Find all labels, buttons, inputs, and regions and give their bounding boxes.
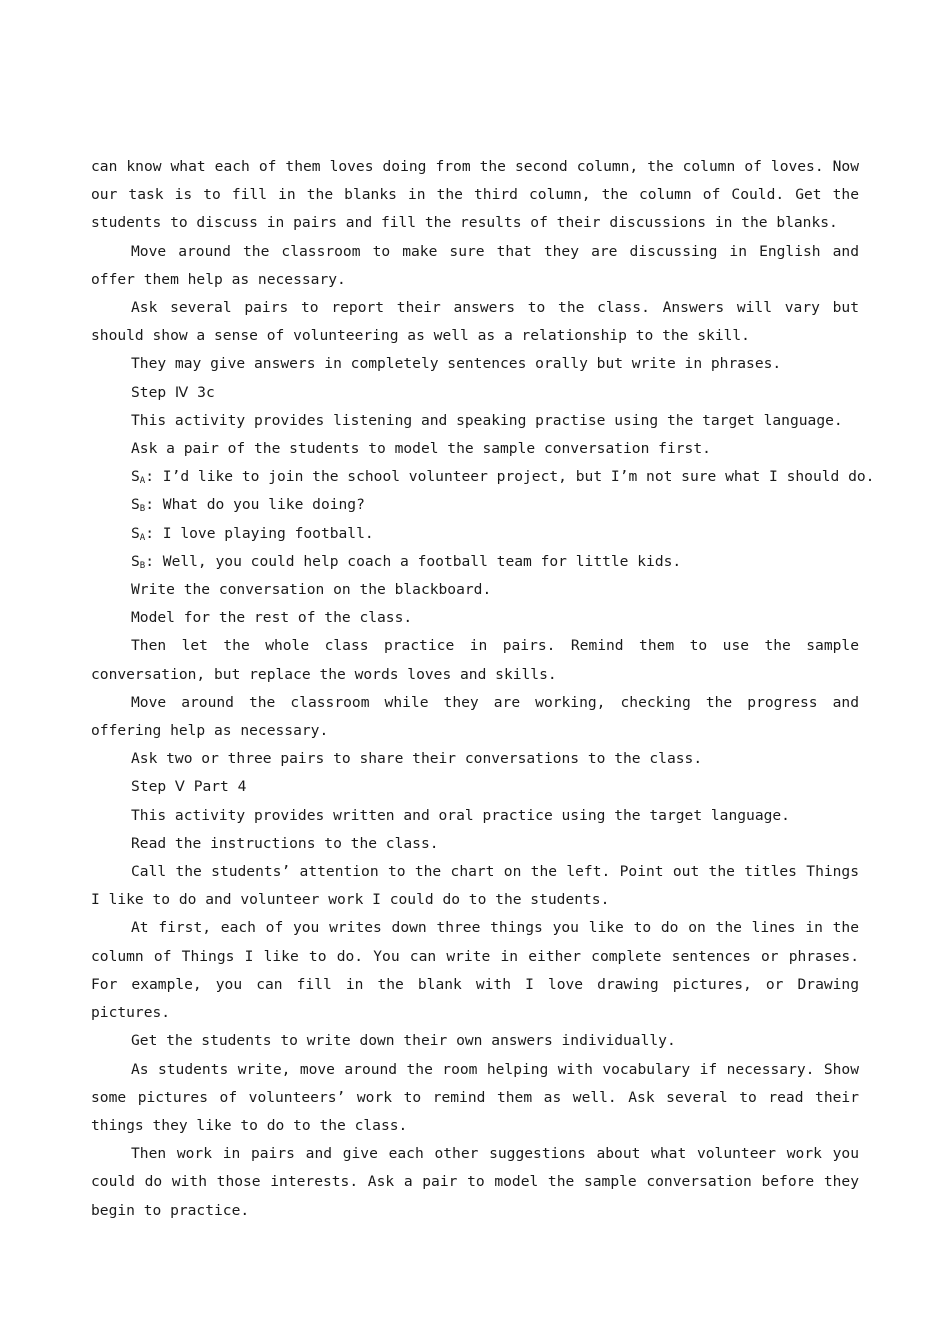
paragraph: Move around the classroom while they are working, checking the progress and offering help as necessary. [91, 693, 859, 740]
paragraph: Then let the whole class practice in pairs. Remind them to use the sample conversation, but replace the words loves and skills. [91, 637, 859, 683]
speaker-label: $S_B$ [131, 552, 146, 571]
paragraph: Then work in pairs and give each other suggestions about what volunteer work you could do with those interests. Ask a pair to model the sample conversation before they begin to practice. [91, 1145, 859, 1219]
paragraph: Model for the rest of the class. [131, 609, 413, 627]
conversation-line [91, 548, 859, 576]
paragraph: Read the instructions to the class. [131, 834, 439, 852]
step-heading: Step Ⅴ Part 4 [131, 778, 247, 796]
paragraph: Get the students to write down their own answers individually. [131, 1032, 676, 1050]
speaker-label: $S_A$ [131, 524, 146, 543]
document-page [91, 153, 875, 1225]
paragraph: Call the students’ attention to the chart on the left. Point out the titles Things I like to do and volunteer work I could do to the students. [91, 863, 859, 909]
paragraph: They may give answers in completely sentences orally but write in phrases. [131, 355, 782, 373]
paragraph: Ask a pair of the students to model the sample conversation first. [131, 440, 711, 458]
paragraph: As students write, move around the room helping with vocabulary if necessary. Show some pictures of volunteers’ work to remind them as well. Ask several to read their things they like to do to the class. [91, 1060, 859, 1134]
conversation-text: : I’d like to join the school volunteer project, but I’m not sure what I should do. [145, 468, 875, 486]
step-heading: Step Ⅳ 3c [131, 383, 215, 401]
conversation-line [91, 520, 859, 548]
paragraph: Ask two or three pairs to share their conversations to the class. [131, 750, 703, 768]
conversation-line [91, 463, 875, 491]
paragraph: Write the conversation on the blackboard. [131, 581, 492, 599]
conversation-text: : Well, you could help coach a football team for little kids. [145, 552, 682, 570]
paragraph: This activity provides listening and speaking practise using the target language. [131, 411, 843, 429]
paragraph: This activity provides written and oral practice using the target language. [131, 806, 790, 824]
speaker-label: $S_B$ [131, 496, 146, 515]
paragraph: Move around the classroom to make sure that they are discussing in English and offer them help as necessary. [91, 242, 859, 288]
conversation-text: : What do you like doing? [145, 496, 365, 514]
conversation-text: : I love playing football. [145, 524, 374, 542]
paragraph: At first, each of you writes down three things you like to do on the lines in the column of Things I like to do. You can write in either complete sentences or phrases. For example, you can fill in the blank with I love drawing pictures, or Drawing pictures. [91, 919, 859, 1022]
paragraph: can know what each of them loves doing from the second column, the column of loves. Now our task is to fill in the blanks in the third column, the column of Could. Get the students to discuss in pairs and fill the results of their discussions in the blanks. [91, 158, 859, 232]
paragraph: Ask several pairs to report their answers to the class. Answers will vary but should show a sense of volunteering as well as a relationship to the skill. [91, 299, 859, 345]
speaker-label: $S_A$ [131, 468, 146, 487]
conversation-line [91, 491, 859, 519]
